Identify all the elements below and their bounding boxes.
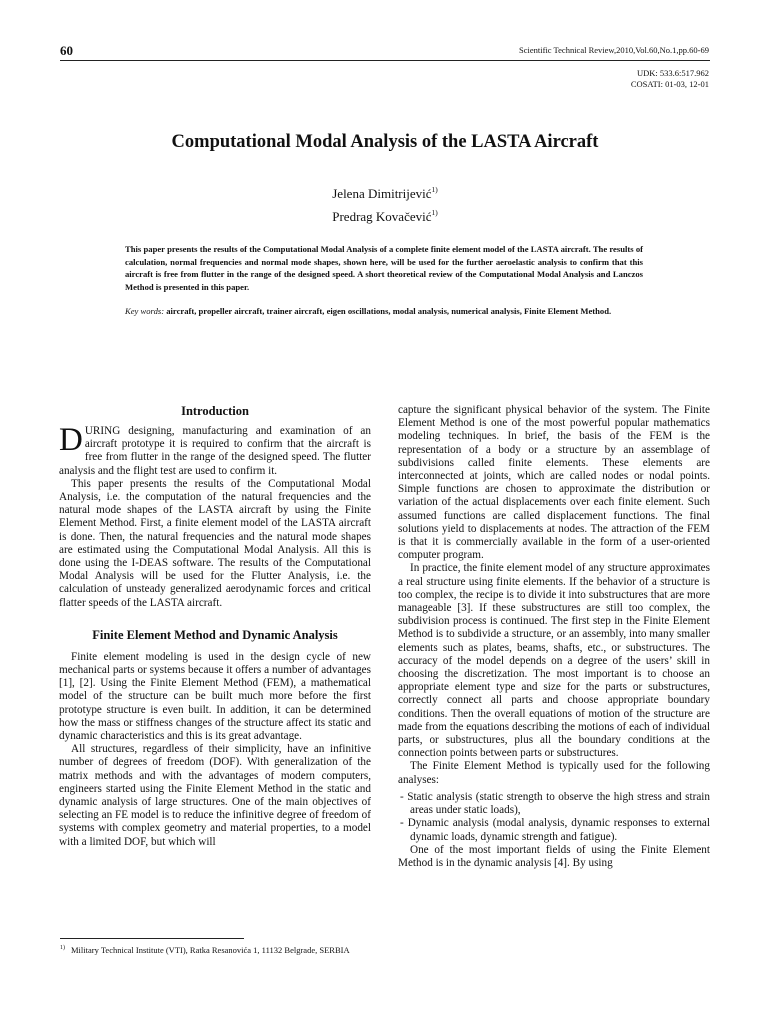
paragraph: Finite element modeling is used in the design cycle of new mechanical parts or systems because it offers a number of advantages [1], [2]. Using the Finite Element Method (FEM), a mathematical model of the structure can be built much more before the first prototype structure is even built. In addition, it can be determined how the mass or stiffness changes of the structure affect its static and dynamic characteristics and this is its great advantage. [59,650,371,743]
paragraph: capture the significant physical behavior of the system. The Finite Element Method is one of the most powerful popular mathematics modeling techniques. In brief, the basis of the FEM is the representation of a body or a structure by an assemblage of subdivisions called finite elements. These elements are interconnected at joints, which are called nodes or nodal points. Simple functions are chosen to approximate the distribution or variation of the actual displacements over each finite element. Such assumed functions are called displacement functions. The final solutions yield to displacements at nodes. The attraction of the FEM is that it is commercially available in the form of a user-oriented computer program. [398,404,710,562]
paper-title: Computational Modal Analysis of the LASTA Aircraft [171,132,599,152]
author-list [60,180,710,226]
author: Jelena Dimitrijević$^{1)}$ [332,185,438,201]
right-column [398,404,710,870]
classification-codes [631,68,709,90]
author: Predrag Kovačević$^{1)}$ [332,208,438,224]
udk-code: UDK: 533.6:517.962 [636,68,709,78]
author-affiliation-mark: 1) [431,208,438,217]
section-heading-fem: Finite Element Method and Dynamic Analysis [92,627,338,642]
left-column [59,404,371,849]
paragraph: DURING designing, manufacturing and examination of an aircraft prototype it is required to confirm that the aircraft is free from flutter in the range of the designed speed. The flutter analysis and the flight test are used to confirm it. [59,422,371,477]
section-heading-introduction: Introduction [181,404,249,418]
keywords-label: Key words: [125,306,165,316]
list-item: - Static analysis (static strength to observe the high stress and strain areas under static loads), [400,790,710,817]
footnote-rule [60,938,244,939]
header-rule [60,60,710,61]
list-item: - Dynamic analysis (modal analysis, dynamic responses to external dynamic loads, dynamic strength and fatigue). [400,817,710,843]
footnote-mark: 1) [60,945,65,951]
paragraph: In practice, the finite element model of any structure approximates a real structure using finite elements. If the behavior of a structure is too complex, the recipe is to divide it into substructures that are more manageable [3]. If these substructures are still too complex, the subdivision process is continued. The first step in the Finite Element Method is to subdivide a structure, or an assembly, into many smaller elements such as plates, beams, shafts, etc., or substructures. The accuracy of the model depends on a degree of the users’ skill in choosing the discretization. The most important is to choose an appropriate element type and size for the parts or substructures, correctly connect all parts and choose appropriate boundary conditions. Then the overall equations of motion of the structure are made from the equations describing the motions of each of individual parts, or substructures, plus all the boundary conditions at the connection points between parts or substructures. [398,562,710,760]
page-number: 60 [60,43,73,58]
paragraph: All structures, regardless of their simplicity, have an infinitive number of degrees of freedom (DOF). With generalization of the matrix methods and with the advantages of modern computers, engineers started using the Finite Element Method in the static and dynamic analysis of large structures. One of the main objectives of selecting an FE model is to reduce the infinitive degree of freedom of systems with complex geometry and material properties, to a model with a limited DOF, but which will [59,743,371,848]
cosati-code: COSATI: 01-03, 12-01 [630,79,709,89]
author-affiliation-mark: 1) [431,185,438,194]
paragraph: This paper presents the results of the Computational Modal Analysis, i.e. the computation of the natural frequencies and the natural mode shapes of the LASTA aircraft by using the Finite Element Method. First, a finite element model of the LASTA aircraft is done. Then, the natural frequencies and the natural mode shapes are estimated using the Computational Modal Analysis. All this is done using the I-DEAS software. The results of the Computational Modal Analysis will be used for the Flutter Analysis, i.e. the calculation of unsteady generalized aerodynamic forces and critical flatter speeds of the LASTA aircraft. [59,477,371,609]
footnote-text: Military Technical Institute (VTI), Ratka Resanovića 1, 11132 Belgrade, SERBIA [71,945,350,955]
abstract: This paper presents the results of the Computational Modal Analysis of a complete finite element model of the LASTA aircraft. The results of calculation, normal frequencies and normal mode shapes, shown here, will be used for the further aeroelastic analysis to confirm that this aircraft is free from flutter in the range of the designed speed. A short theoretical review of the Computational Modal Analysis and Lanczos Method is presented in this paper. [125,244,643,292]
keywords-text: aircraft, propeller aircraft, trainer aircraft, eigen oscillations, modal analysis, numerical analysis, Finite Element Method. [164,306,612,316]
analysis-list [398,791,710,844]
journal-reference: Scientific Technical Review,2010,Vol.60,No.1,pp.60-69 [519,45,709,55]
paragraph: One of the most important fields of using the Finite Element Method is in the dynamic analysis [4]. By using [398,843,710,869]
keywords [125,305,643,318]
paragraph: The Finite Element Method is typically used for the following analyses: [398,760,710,786]
footnote [60,945,350,955]
drop-cap: D [59,422,83,458]
